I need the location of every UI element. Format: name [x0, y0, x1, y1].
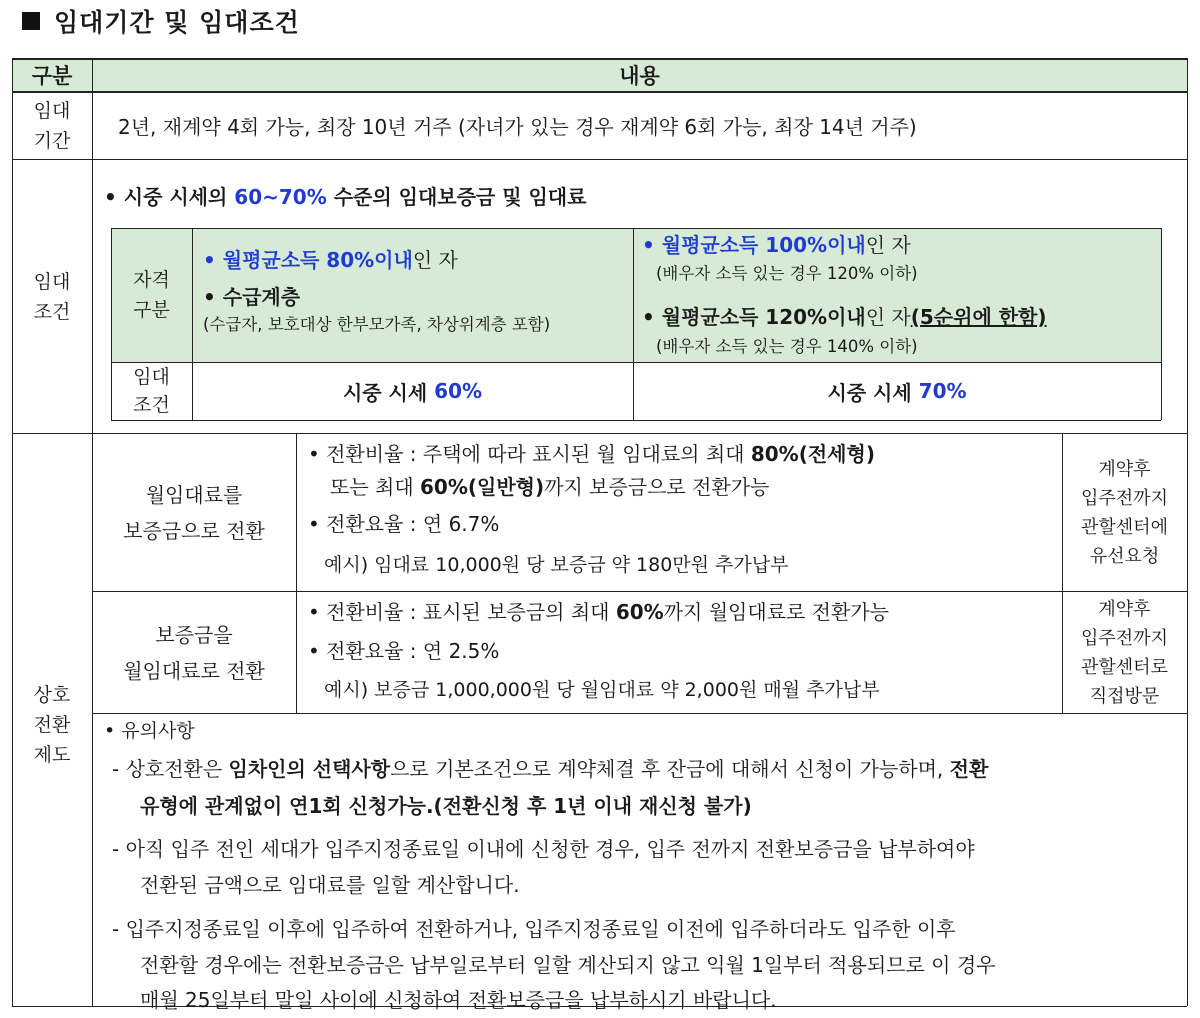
rent-condition-label	[111, 362, 192, 420]
rent-rate-right	[633, 362, 1161, 420]
rent-to-deposit-ratio-line2-max: 60%(일반형)	[420, 475, 545, 499]
deposit-to-rent-ratio-max: 60%	[615, 600, 664, 624]
rent-to-deposit-ratio-max: 80%(전세형)	[750, 442, 875, 466]
mutual-label	[12, 434, 92, 1006]
qualification-right-item2-rest: 인 자	[865, 305, 911, 329]
rent-to-deposit-label-line2: 보증금으로 전환	[123, 518, 265, 543]
table-border-top	[12, 58, 1187, 60]
qualification-right-item2-limit: (5순위에 한함)	[910, 305, 1047, 329]
conditions-label-line1: 임대	[33, 270, 71, 293]
deposit-to-rent-note-line1: 계약후	[1098, 598, 1151, 620]
qualification-label-line1: 자격	[133, 269, 170, 291]
note1-mid: 으로 기본조건으로 계약체결 후 잔금에 대해서 신청이 가능하며,	[390, 757, 950, 781]
qualification-right-item2-note: (배우자 소득 있는 경우 140% 이하)	[656, 337, 918, 356]
note2-line2: 전환된 금액으로 임대료를 일할 계산합니다.	[140, 873, 520, 897]
rent-to-deposit-label-line1: 월임대료를	[145, 482, 243, 507]
qualification-left-item1	[203, 244, 628, 276]
qualification-left	[203, 244, 628, 337]
deposit-to-rent-ratio-pre: • 전환비율 : 표시된 보증금의 최대	[308, 600, 616, 624]
rent-to-deposit-ratio-pre: • 전환비율 : 주택에 따라 표시된 월 임대료의 최대	[308, 442, 751, 466]
note2-line1: - 아직 입주 전인 세대가 입주지정종료일 이내에 신청한 경우, 입주 전까지 전환보증금을 납부하여야	[112, 837, 975, 861]
period-label-line2: 기간	[33, 129, 71, 152]
period-label-line1: 임대	[33, 99, 71, 122]
row-divider	[12, 159, 1187, 160]
conditions-bullet	[104, 182, 586, 212]
section-title-text: 임대기간 및 임대조건	[54, 8, 300, 37]
note3-line2: 전환할 경우에는 전환보증금은 납부일로부터 일할 계산되지 않고 익월 1일부터 적용되므로 이 경우	[140, 953, 996, 977]
rent-to-deposit-note-line2: 입주전까지	[1081, 487, 1168, 509]
deposit-to-rent-rate: • 전환요율 : 연 2.5%	[308, 639, 500, 663]
inner-border-top	[111, 228, 1161, 229]
inner-border-right	[1161, 228, 1162, 420]
qualification-label-line2: 구분	[133, 299, 170, 321]
qualification-right-item1-bold: • 월평균소득 100%이내	[642, 233, 866, 257]
note3-line1: - 입주지정종료일 이후에 입주하여 전환하거나, 입주지정종료일 이전에 입주하더라도 입주한 이후	[112, 917, 956, 941]
section-title	[22, 3, 300, 39]
mutual-label-line2: 전환	[33, 714, 71, 736]
deposit-to-rent-note-line2: 입주전까지	[1081, 627, 1168, 649]
qualification-left-item2-note: (수급자, 보호대상 한부모가족, 차상위계층 포함)	[203, 315, 551, 334]
rent-rate-right-pre: 시중 시세	[827, 380, 919, 405]
note1-pre: - 상호전환은	[112, 757, 229, 781]
note3-line3: 매월 25일부터 말일 사이에 신청하여 전환보증금을 납부하시기 바랍니다.	[140, 988, 777, 1012]
qualification-right-item1-rest: 인 자	[865, 233, 911, 257]
rent-to-deposit-ratio-line2-post: 까지 보증금으로 전환가능	[544, 475, 770, 499]
deposit-to-rent-label-line2: 월임대료로 전환	[123, 658, 265, 683]
notes-section	[104, 716, 1184, 1018]
deposit-to-rent-note-line3: 관할센터로	[1081, 656, 1168, 678]
deposit-to-rent-note-line4: 직접방문	[1089, 685, 1160, 707]
rent-to-deposit-note	[1062, 434, 1187, 591]
rent-condition-label-line1: 임대	[133, 366, 170, 388]
qualification-right	[642, 230, 1157, 360]
conditions-label	[12, 160, 92, 433]
mutual-row-divider	[92, 713, 1187, 714]
rent-to-deposit-ratio-line2	[308, 471, 1058, 503]
conditions-bullet-post: 수준의 임대보증금 및 임대료	[326, 185, 587, 209]
conditions-label-line2: 조건	[33, 300, 71, 323]
notes-heading: • 유의사항	[104, 720, 195, 742]
rent-rate-right-value: 70%	[918, 379, 967, 403]
qualification-left-item2: • 수급계층	[203, 285, 301, 309]
qualification-right-item2-bold: • 월평균소득 120%이내	[642, 305, 866, 329]
note1-conversion: 전환	[949, 757, 989, 781]
mutual-column-divider	[296, 433, 297, 713]
deposit-to-rent-ratio-post: 까지 월임대료로 전환가능	[663, 600, 889, 624]
qualification-right-item1-note: (배우자 소득 있는 경우 120% 이하)	[656, 264, 918, 283]
rent-to-deposit-rate: • 전환요율 : 연 6.7%	[308, 512, 500, 536]
qualification-left-item1-bold: • 월평균소득 80%이내	[203, 248, 413, 272]
rent-to-deposit-ratio	[308, 437, 1058, 471]
rent-to-deposit-note-line4: 유선요청	[1089, 545, 1160, 567]
rent-condition-label-line2: 조건	[133, 394, 170, 416]
conditions-bullet-range: 60~70%	[234, 185, 327, 209]
mutual-label-line1: 상호	[33, 684, 71, 706]
square-bullet-icon	[22, 12, 40, 30]
rent-rate-left	[192, 362, 633, 420]
rent-rate-left-value: 60%	[434, 379, 483, 403]
table-border-right	[1187, 58, 1188, 1006]
rent-to-deposit-example: 예시) 임대료 10,000원 당 보증금 약 180만원 추가납부	[324, 554, 789, 576]
qualification-left-item1-rest: 인 자	[412, 248, 458, 272]
header-category: 구분	[12, 58, 92, 92]
deposit-to-rent-label-line1: 보증금을	[155, 622, 233, 647]
qualification-label	[111, 228, 192, 362]
period-text: 2년, 재계약 4회 가능, 최장 10년 거주 (자녀가 있는 경우 재계약 6회 가능, 최장 14년 거주)	[118, 115, 917, 139]
deposit-to-rent-note	[1062, 592, 1187, 713]
note1-choice: 임차인의 선택사항	[228, 757, 391, 781]
deposit-to-rent-content	[308, 594, 1058, 708]
deposit-to-rent-example: 예시) 보증금 1,000,000원 당 월임대료 약 2,000원 매월 추가납부	[324, 679, 880, 701]
rent-to-deposit-label	[92, 434, 296, 591]
qualification-right-item2	[642, 300, 1157, 334]
period-label	[12, 92, 92, 159]
rent-to-deposit-content	[308, 437, 1058, 585]
mutual-label-line3: 제도	[33, 744, 71, 766]
conditions-bullet-pre: • 시중 시세의	[104, 185, 235, 209]
rent-rate-left-pre: 시중 시세	[342, 380, 435, 405]
header-divider	[12, 91, 1187, 93]
header-content: 내용	[92, 58, 1187, 92]
note1-line1	[104, 750, 1184, 788]
rent-to-deposit-ratio-line2-pre: 또는 최대	[330, 475, 420, 499]
qualification-right-item1	[642, 230, 1157, 260]
rent-to-deposit-note-line1: 계약후	[1098, 458, 1151, 480]
deposit-to-rent-ratio	[308, 594, 1058, 630]
inner-border-bottom	[111, 420, 1161, 421]
note1-line2: 유형에 관계없이 연1회 신청가능.(전환신청 후 1년 이내 재신청 불가)	[140, 794, 752, 818]
deposit-to-rent-label	[92, 592, 296, 713]
rent-to-deposit-note-line3: 관할센터에	[1081, 516, 1168, 538]
